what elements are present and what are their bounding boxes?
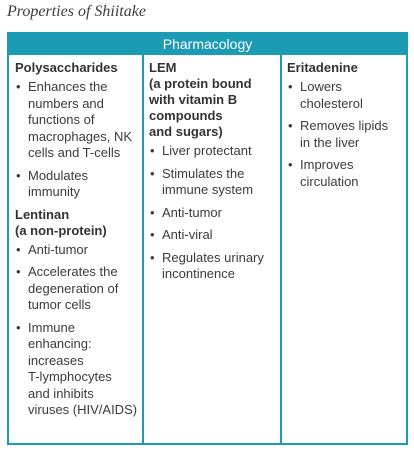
list-item-text: Removes lipids in the liver: [300, 118, 389, 150]
group-heading-lem: LEM (a protein bound with vitamin B compounds and sugars): [149, 60, 252, 139]
column-polysaccharides-lentinan: [9, 55, 142, 443]
list-item: [15, 168, 142, 201]
column-eritadenine: [280, 55, 406, 443]
list-item-text: Anti-tumor: [28, 241, 88, 257]
list-item: [149, 166, 280, 199]
bullet-icon: •: [16, 167, 21, 183]
list-item: [15, 320, 142, 419]
list-item-text: Accelerates the degeneration of tumor cells: [28, 264, 119, 312]
group-heading-polysaccharides: Polysaccharides: [15, 60, 118, 75]
bullet-icon: •: [288, 118, 293, 133]
list-item-text: Enhances the numbers and functions of macrophages, NK cells and T-cells: [28, 79, 133, 160]
bullet-list-polysaccharides: [15, 79, 142, 201]
list-item: [287, 79, 406, 112]
list-item: [15, 242, 142, 259]
bullet-icon: •: [150, 227, 155, 242]
table-header: Pharmacology: [9, 34, 406, 55]
list-item: [149, 205, 280, 222]
bullet-icon: •: [288, 79, 293, 94]
bullet-list-lentinan: [15, 242, 142, 419]
list-item-text: Lowers cholesterol: [300, 79, 363, 111]
list-item-text: Immune enhancing: increases T-lymphocytes and inhibits viruses (HIV/AIDS): [28, 319, 138, 417]
list-item: [15, 79, 142, 162]
bullet-icon: •: [288, 157, 293, 172]
bullet-icon: •: [16, 79, 21, 94]
list-item-text: Anti-tumor: [162, 204, 222, 220]
list-item: [15, 264, 142, 314]
group-heading-lentinan: Lentinan (a non-protein): [15, 206, 107, 238]
column-lem: [142, 55, 280, 443]
group-heading-eritadenine: Eritadenine: [287, 60, 358, 75]
list-item: [149, 250, 280, 283]
page-title: Properties of Shiitake: [7, 3, 146, 20]
bullet-icon: •: [16, 319, 21, 335]
list-item: [149, 227, 280, 244]
list-item-text: Regulates urinary incontinence: [162, 249, 264, 281]
bullet-icon: •: [16, 264, 21, 279]
list-item-text: Stimulates the immune system: [162, 165, 254, 197]
bullet-list-eritadenine: [287, 79, 406, 190]
list-item-text: Anti-viral: [162, 227, 213, 242]
list-item-text: Liver protectant: [162, 143, 252, 158]
bullet-list-lem: [149, 143, 280, 283]
list-item: [149, 143, 280, 160]
list-item-text: Modulates immunity: [28, 167, 88, 199]
list-item: [287, 118, 406, 151]
bullet-icon: •: [150, 204, 155, 220]
list-item: [287, 157, 406, 190]
bullet-icon: •: [150, 165, 155, 181]
list-item-text: Improves circulation: [300, 157, 359, 189]
bullet-icon: •: [150, 249, 155, 265]
bullet-icon: •: [150, 143, 155, 158]
bullet-icon: •: [16, 241, 21, 257]
properties-table: [7, 32, 408, 445]
